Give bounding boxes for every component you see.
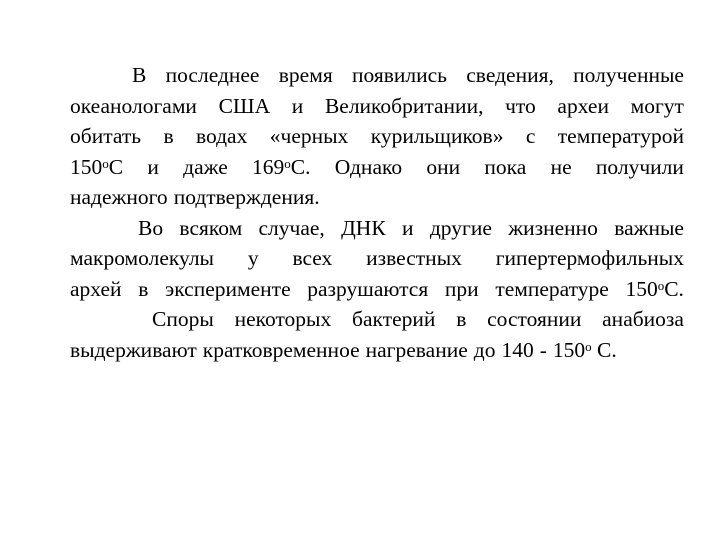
word: гипертермофильных <box>495 246 684 270</box>
word: жизненно <box>508 215 598 240</box>
word: что <box>505 93 536 118</box>
word: курильщиков» <box>370 124 504 148</box>
word: у <box>247 246 259 270</box>
text-block <box>70 60 684 365</box>
degree-sign: o <box>585 338 592 354</box>
word: США <box>218 93 271 118</box>
word: полученные <box>573 63 684 87</box>
paragraph-2-line-2 <box>70 243 684 274</box>
word: температурой <box>557 124 684 148</box>
word: важные <box>614 215 684 240</box>
paragraph-1-line-1 <box>70 60 684 91</box>
word: до <box>473 337 496 362</box>
word: могут <box>630 93 684 118</box>
word: 140 <box>501 337 534 362</box>
paragraph-2-line-3 <box>70 274 684 305</box>
paragraph-1-line-3 <box>70 121 684 152</box>
word: сведения, <box>466 63 554 87</box>
word: в <box>456 307 467 331</box>
paragraph-2-line-1 <box>70 213 684 244</box>
word: температуре <box>495 276 609 301</box>
word: анабиоза <box>602 307 684 331</box>
word: макромолекулы <box>70 246 215 270</box>
word: архей <box>70 276 122 301</box>
degree-sign: o <box>284 155 291 171</box>
paragraph-1-line-2 <box>70 91 684 122</box>
temperature-value: 150$^o$С <box>70 154 124 179</box>
word: всяком <box>179 215 243 240</box>
word: получили <box>595 154 684 179</box>
word: последнее <box>165 63 260 87</box>
degree-sign: o <box>102 155 109 171</box>
temperature-value: 169$^o$С. <box>252 154 311 179</box>
word: время <box>278 63 333 87</box>
word: водах <box>195 124 248 148</box>
word: В <box>132 63 147 87</box>
paragraph-1-line-4 <box>70 152 684 183</box>
word: разрушаются <box>307 276 429 301</box>
word: океанологами <box>70 93 197 118</box>
word: и <box>402 215 414 240</box>
paragraph-3-line-2 <box>70 335 684 366</box>
word: пока <box>484 154 527 179</box>
word: состоянии <box>487 307 582 331</box>
word: всех <box>292 246 333 270</box>
paragraph-3-line-1 <box>70 304 684 335</box>
word: другие <box>429 215 492 240</box>
word: ДНК <box>341 215 386 240</box>
word: нагревание <box>365 337 468 362</box>
paragraph-1-line-5 <box>70 182 684 213</box>
word: Споры <box>152 307 214 331</box>
word: обитать <box>70 124 142 148</box>
word: некоторых <box>234 307 332 331</box>
word: подтверждения. <box>173 185 320 209</box>
word: появились <box>352 63 447 87</box>
word: выдерживают <box>70 337 197 362</box>
temperature-value: 150$^o$С. <box>625 276 684 301</box>
word: в <box>163 124 174 148</box>
temperature-value: 150$^o$ С. <box>552 337 617 362</box>
word: и <box>147 154 159 179</box>
word: известных <box>366 246 462 270</box>
word: Во <box>138 215 164 240</box>
word: эксперименте <box>165 276 291 301</box>
word: надежного <box>70 185 168 209</box>
word: «черных <box>269 124 349 148</box>
word: в <box>138 276 149 301</box>
word: - <box>539 337 547 362</box>
word: Великобритании, <box>324 93 484 118</box>
degree-sign: o <box>657 277 665 293</box>
word: не <box>550 154 572 179</box>
word: кратковременное <box>202 337 360 362</box>
word: при <box>444 276 479 301</box>
word: и <box>291 93 304 118</box>
word: археи <box>557 93 609 118</box>
word: с <box>525 124 536 148</box>
word: даже <box>183 154 228 179</box>
word: они <box>426 154 461 179</box>
word: бактерий <box>352 307 436 331</box>
word: Однако <box>334 154 403 179</box>
word: случае, <box>258 215 325 240</box>
